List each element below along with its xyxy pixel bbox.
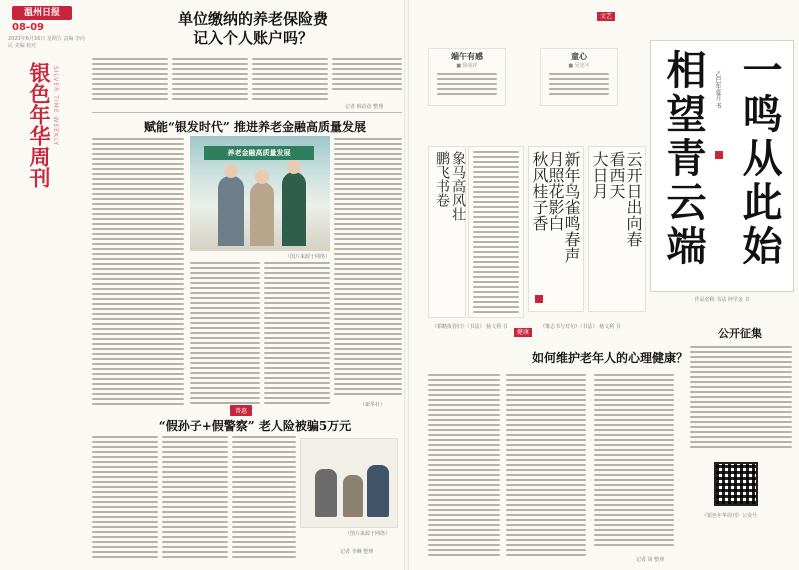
seal-stamp [535,295,543,303]
photo-head [255,170,269,184]
newspaper-logo: 温州日报 [12,6,72,20]
seal-stamp [715,151,723,159]
article2-body-col3 [264,262,330,408]
article3-photo-caption: （图片来源于网络） [345,531,391,537]
article3-body-col2 [162,436,228,564]
calligraphy-1-col: 秋风桂子香 [530,151,549,231]
article2-byline: （新华社） [360,402,386,408]
notice-title: 公开征集 [718,327,762,340]
poem-1-author: ■ 徐荣祥 [456,63,478,69]
weekly-title-en: SILVER TIME WEEKLY [52,66,59,147]
article3-headline: “假孙子+假警察” 老人险被骗5万元 [158,419,352,433]
article1-headline-line2: 记入个人账户吗？ [192,29,313,47]
calligraphy-caption-1: 《韬略报春归》（书法） 杨文利 书 [432,324,508,330]
poem-2-title: 童心 [571,52,587,61]
photo-figure [250,182,274,246]
page-gutter [404,0,409,570]
article2-body-col2 [190,262,260,408]
article1-byline: 记者 韩蓓蓓 整理 [345,104,384,110]
article1-body-col2 [172,58,248,110]
section-tag-puhui: 普惠 [230,405,252,416]
calligraphy-big-line1: 一鸣从此始 [736,49,783,269]
article1-headline [118,10,388,48]
article2-photo [190,136,330,251]
calligraphy-2-col: 大日月 [590,151,609,199]
article3-byline: 记者 李琳 整理 [340,549,374,555]
calligraphy-work-left [428,146,466,318]
section-tag-wenyi: 文艺 [597,12,615,21]
photo-head [287,160,301,174]
calligraphy-big-caption: 作品名称 书法 钟学金 书 [694,297,750,303]
poem-1 [428,48,506,106]
issue-meta: 2023年6月16日 星期五 责编 李向民 美编 校对 [8,36,86,49]
health-body-col1 [428,374,500,564]
health-body-col3 [594,374,674,564]
poem-2-body [549,73,609,103]
calligraphy-work-3 [600,146,648,147]
poem-2 [540,48,618,106]
article-right-body [468,146,524,318]
calligraphy-big-frame [650,40,794,292]
article2-body-col4 [334,138,402,400]
calligraphy-work-2 [588,146,646,312]
weekly-title: 银色年华周刊 [27,62,52,188]
health-body-col2 [506,374,586,564]
calligraphy-2-col: 云开日出向春 [624,151,643,247]
calligraphy-1-col: 新年鸟雀鸣春声 [562,151,581,263]
calligraphy-big-signature: 乙巳年夏月 书 [714,71,721,109]
page-numbers: 08-09 [12,22,44,33]
health-byline: 记者 周 整理 [636,557,665,563]
article2-body-col1 [92,138,184,408]
calligraphy-2-col: 看西天 [607,151,626,199]
divider [92,112,402,113]
poem-1-body [437,73,497,103]
article1-body-col3 [252,58,328,110]
calligraphy-1-col: 月照花影白 [546,151,565,231]
photo-head [224,164,238,178]
poem-2-author: ■ 吴宪平 [568,63,590,69]
section-tag-health: 健康 [514,328,532,337]
illustration-figure [343,475,363,517]
photo-figure [282,172,306,246]
article3-body-col3 [232,436,296,564]
calligraphy-work-1 [528,146,584,312]
poem-1-title: 端午有感 [451,52,483,61]
photo-banner: 养老金融高质量发展 [204,146,314,160]
article2-photo-caption: （图片来源于网络） [285,254,331,260]
illustration-figure [315,469,337,517]
calligraphy-big-line2: 相望青云端 [660,49,707,269]
health-headline: 如何维护老年人的心理健康？ [531,351,688,365]
calligraphy-left-col: 鹏飞书卷 [434,151,450,207]
notice-body [690,346,792,454]
calligraphy-left-col: 象马高风壮 [450,151,466,221]
calligraphy-caption-2: 《雏志书与对句》（书法） 杨文利 书 [540,324,621,330]
article1-body-col1 [92,58,168,110]
article1-body-col4 [332,58,402,102]
qr-code[interactable] [714,462,758,506]
photo-figure [218,176,244,246]
article3-illustration [300,438,398,528]
illustration-figure [367,465,389,517]
notice-caption: 《银色年华周刊》公众号 [702,513,758,519]
article2-headline: 赋能“银发时代” 推进养老金融高质量发展 [144,120,366,134]
article3-body-col1 [92,436,158,564]
article1-headline-line1: 单位缴纳的养老保险费 [177,10,328,28]
